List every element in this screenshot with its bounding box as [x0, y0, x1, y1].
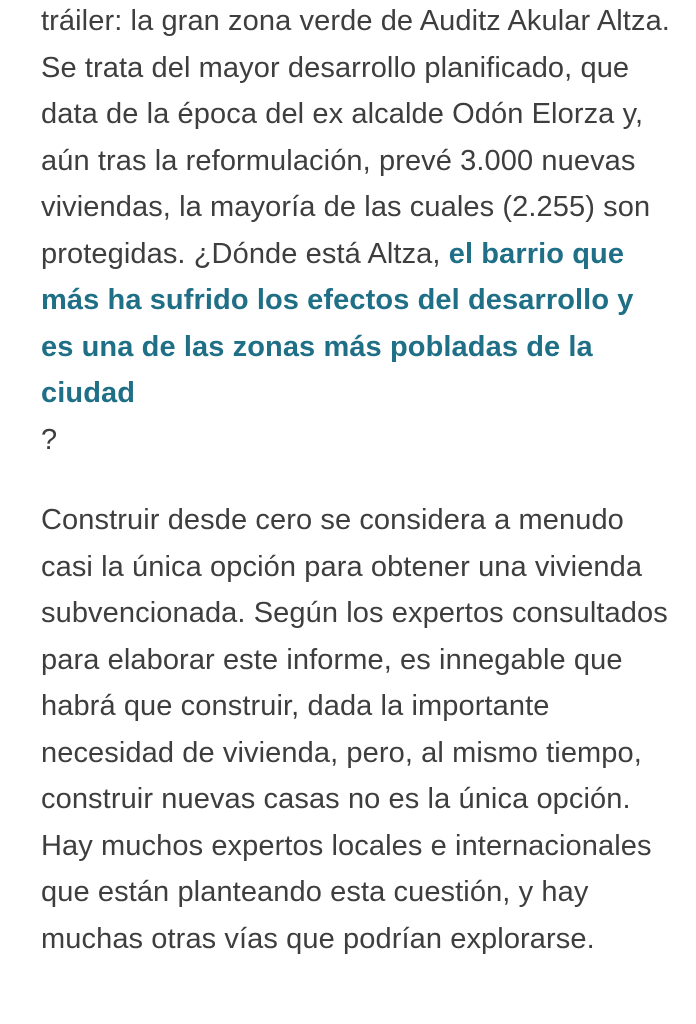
article-body — [41, 0, 671, 962]
paragraph-altza — [41, 0, 671, 463]
paragraph-construir: Construir desde cero se considera a menudo casi la única opción para obtener una vivienda subvencionada. Según los expertos consultados para elaborar este informe, es innegable que habrá que construir, dada la importante necesidad de vivienda, pero, al mismo tiempo, construir nuevas casas no es la única opción. Hay muchos expertos locales e internacionales que están planteando esta cuestión, y hay muchas otras vías que podrían explorarse. — [41, 504, 668, 955]
paragraph-1-text: tráiler: la gran zona verde de Auditz Akular Altza. Se trata del mayor desarrollo planificado, que data de la época del ex alcalde Odón Elorza y, aún tras la reformulación, prevé 3.000 nuevas viviendas, la mayoría de las cuales (2.255) son protegidas. ¿Dónde está Altza, — [41, 5, 670, 270]
question-mark: ? — [41, 423, 58, 456]
barrio-article-link[interactable]: el barrio que más ha sufrido los efectos del desarrollo y es una de las zonas más pobladas de la ciudad — [41, 237, 634, 409]
